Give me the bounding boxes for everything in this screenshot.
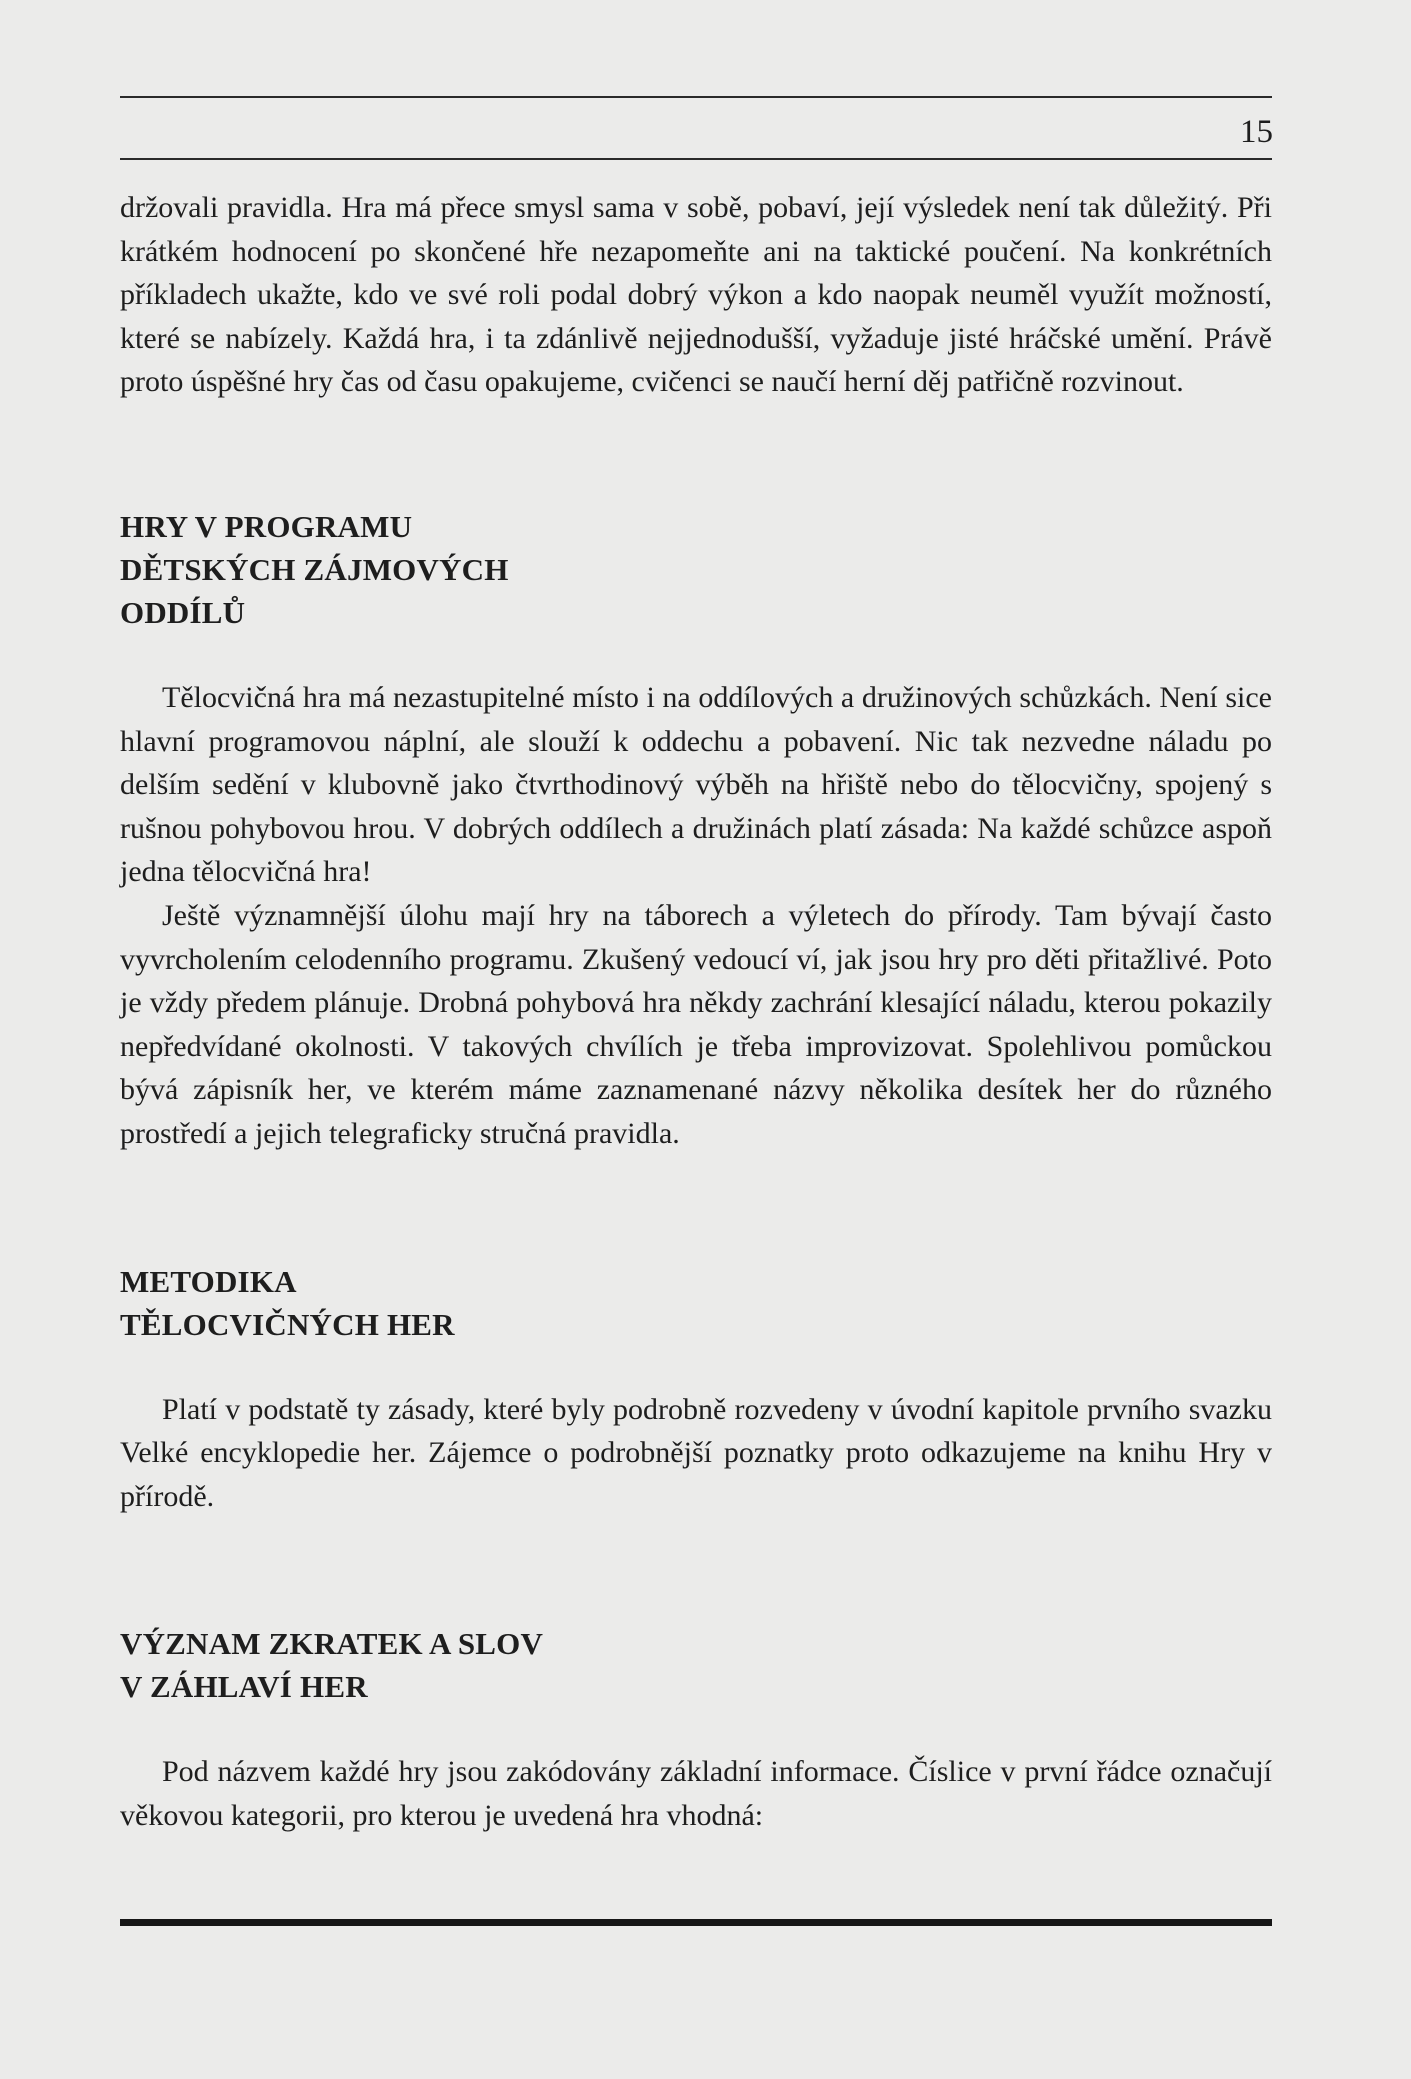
page-content <box>120 186 1272 1837</box>
heading-line: ODDÍLŮ <box>120 594 246 630</box>
section-heading-metodika <box>120 1260 1272 1346</box>
heading-line: METODIKA <box>120 1263 297 1299</box>
section1-paragraph-2: Ještě významnější úlohu mají hry na táborech a výletech do přírody. Tam bývají často vyvrcholením celodenního programu. Zkušený vedoucí ví, jak jsou hry pro děti přitažlivé. Poto je vždy předem plánuje. Drobná pohybová hra někdy zachrání klesající náladu, kterou pokazily nepředvídané okolnosti. V takových chvílích je třeba improvizovat. Spolehlivou pomůckou bývá zápisník her, ve kterém máme zaznamenané názvy několika desítek her do různého prostředí a jejich telegraficky stručná pravidla. <box>120 898 1272 1150</box>
header-rule <box>120 158 1272 160</box>
intro-paragraph: držovali pravidla. Hra má přece smysl sama v sobě, pobaví, její výsledek není tak důležitý. Při krátkém hodnocení po skončené hře nezapomeňte ani na taktické poučení. Na konkrétních příkladech ukažte, kdo ve své roli podal dobrý výkon a kdo naopak neuměl využít možností, které se nabízely. Každá hra, i ta zdánlivě nejjednodušší, vyžaduje jisté hráčské umění. Právě proto úspěšné hry čas od času opakujeme, cvičenci se naučí herní děj patřičně rozvinout. <box>120 191 1272 399</box>
heading-line: DĚTSKÝCH ZÁJMOVÝCH <box>120 551 509 587</box>
section2-paragraph: Platí v podstatě ty zásady, které byly podrobně rozvedeny v úvodní kapitole prvního svazku Velké encyklopedie her. Zájemce o podrobnější poznatky proto odkazujeme na knihu Hry v přírodě. <box>120 1392 1272 1513</box>
heading-line: VÝZNAM ZKRATEK A SLOV <box>120 1626 544 1662</box>
header-top-rule <box>120 96 1272 98</box>
footer-rule <box>120 1919 1272 1926</box>
section1-paragraph-1: Tělocvičná hra má nezastupitelné místo i na oddílových a družinových schůzkách. Není sice hlavní programovou náplní, ale slouží k oddechu a pobavení. Nic tak nezvedne náladu po delším sedění v klubovně jako čtvrthodinový výběh na hřiště nebo do tělocvičny, spojený s rušnou pohybovou hrou. V dobrých oddílech a družinách platí zásada: Na každé schůzce aspoň jedna tělocvičná hra! <box>120 680 1272 889</box>
page-number: 15 <box>1240 114 1273 150</box>
section3-paragraph: Pod názvem každé hry jsou zakódovány základní informace. Číslice v první řádce označují věkovou kategorii, pro kterou je uvedená hra vhodná: <box>120 1755 1272 1832</box>
heading-line: HRY V PROGRAMU <box>120 508 413 544</box>
heading-line: TĚLOCVIČNÝCH HER <box>120 1306 455 1342</box>
section-heading-vyznam-zkratek <box>120 1622 1272 1708</box>
heading-line: V ZÁHLAVÍ HER <box>120 1669 368 1705</box>
section-heading-hry-v-programu <box>120 505 1272 634</box>
